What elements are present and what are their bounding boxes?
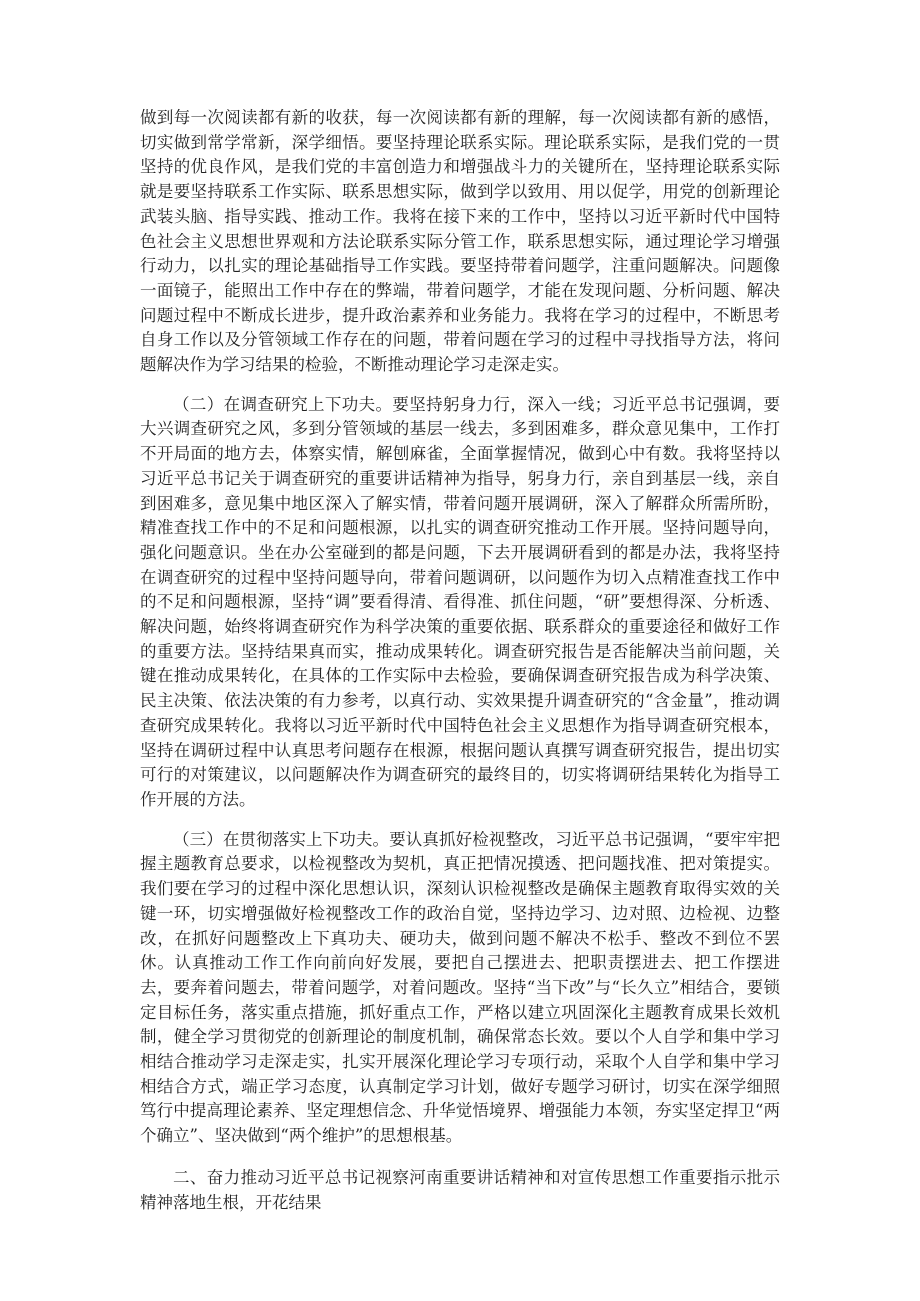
document-body	[140, 106, 780, 1215]
body-paragraph-1: 做到每一次阅读都有新的收获，每一次阅读都有新的理解，每一次阅读都有新的感悟，切实做到常学常新，深学细悟。要坚持理论联系实际。理论联系实际，是我们党的一贯坚持的优良作风，是我们党的丰富创造力和增强战斗力的关键所在，坚持理论联系实际就是要坚持联系工作实际、联系思想实际，做到学以致用、用以促学，用党的创新理论武装头脑、指导实践、推动工作。我将在接下来的工作中，坚持以习近平新时代中国特色社会主义思想世界观和方法论联系实际分管工作，联系思想实际，通过理论学习增强行动力，以扎实的理论基础指导工作实践。要坚持带着问题学，注重问题解决。问题像一面镜子，能照出工作中存在的弊端，带着问题学，才能在发现问题、分析问题、解决问题过程中不断成长进步，提升政治素养和业务能力。我将在学习的过程中，不断思考自身工作以及分管领域工作存在的问题，带着问题在学习的过程中寻找指导方法，将问题解决作为学习结果的检验，不断推动理论学习走深走实。	[140, 108, 780, 375]
body-paragraph-3: （三）在贯彻落实上下功夫。要认真抓好检视整改，习近平总书记强调，“要牢牢把握主题教育总要求，以检视整改为契机，真正把情况摸透、把问题找准、把对策提实。我们要在学习的过程中深化思想认识，深刻认识检视整改是确保主题教育取得实效的关键一环，切实增强做好检视整改工作的政治自觉，坚持边学习、边对照、边检视、边整改，在抓好问题整改上下真功夫、硬功夫，做到问题不解决不松手、整改不到位不罢休。认真推动工作工作向前向好发展，要把自己摆进去、把职责摆进去、把工作摆进去，要奔着问题去，带着问题学，对着问题改。坚持“当下改”与“长久立”相结合，要锁定目标任务，落实重点措施，抓好重点工作，严格以建立巩固深化主题教育成果长效机制，健全学习贯彻党的创新理论的制度机制，确保常态长效。要以个人自学和集中学习相结合推动学习走深走实，扎实开展深化理论学习专项行动，采取个人自学和集中学习相结合方式，端正学习态度，认真制定学习计划，做好专题学习研讨，切实在深学细照笃行中提高理论素养、坚定理想信念、升华觉悟境界、增强能力本领，夯实坚定捍卫“两个确立”、坚决做到“两个维护”的思想根基。	[140, 829, 780, 1146]
section-heading: 二、奋力推动习近平总书记视察河南重要讲话精神和对宣传思想工作重要指示批示精神落地生根，开花结果	[140, 1167, 780, 1212]
body-paragraph-2: （二）在调查研究上下功夫。要坚持躬身力行，深入一线；习近平总书记强调，要大兴调查研究之风，多到分管领域的基层一线去，多到困难多，群众意见集中，工作打不开局面的地方去，体察实情，解刨麻雀，全面掌握情况，做到心中有数。我将坚持以习近平总书记关于调查研究的重要讲话精神为指导，躬身力行，亲自到基层一线，亲自到困难多，意见集中地区深入了解实情，带着问题开展调研，深入了解群众所需所盼，精准查找工作中的不足和问题根源，以扎实的调查研究推动工作开展。坚持问题导向，强化问题意识。坐在办公室碰到的都是问题，下去开展调研看到的都是办法，我将坚持在调查研究的过程中坚持问题导向，带着问题调研，以问题作为切入点精准查找工作中的不足和问题根源，坚持“调”要看得清、看得准、抓住问题，“研”要想得深、分析透、解决问题，始终将调查研究作为科学决策的重要依据、联系群众的重要途径和做好工作的重要方法。坚持结果真而实，推动成果转化。调查研究报告是否能解决当前问题，关键在推动成果转化，在具体的工作实际中去检验，要确保调查研究报告成为科学决策、民主决策、依法决策的有力参考，以真行动、实效果提升调查研究的“含金量”，推动调查研究成果转化。我将以习近平新时代中国特色社会主义思想作为指导调查研究根本，坚持在调研过程中认真思考问题存在根源，根据问题认真撰写调查研究报告，提出切实可行的对策建议，以问题解决作为调查研究的最终目的，切实将调研结果转化为指导工作开展的方法。	[140, 394, 780, 809]
